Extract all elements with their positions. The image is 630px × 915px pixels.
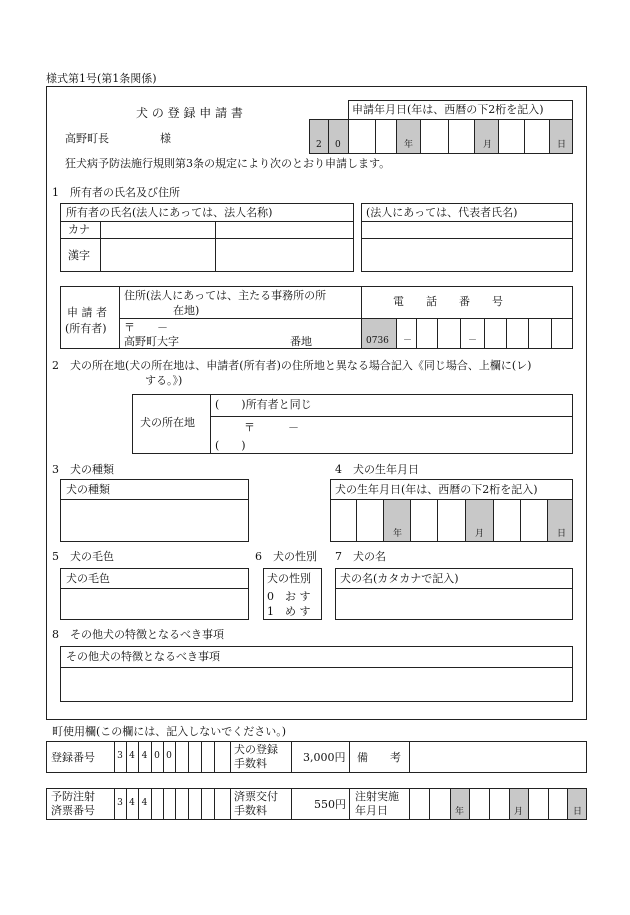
- owner-kanji-field-2[interactable]: [216, 239, 353, 271]
- features-field[interactable]: [61, 668, 572, 701]
- area-code: 0736: [366, 336, 389, 346]
- dog-name-field[interactable]: [336, 589, 572, 619]
- birthdate-label: 犬の生年月日(年は、西暦の下2桁を記入): [335, 483, 538, 496]
- reg-digit: 4: [129, 751, 135, 761]
- section8-heading: 8 その他犬の特徴となるべき事項: [52, 628, 224, 641]
- banchi-label: 番地: [290, 335, 312, 348]
- address-label: 住所(法人にあっては、主たる事務所の所: [124, 289, 327, 302]
- office-use-heading: 町使用欄(この欄には、記入しないでください。): [52, 725, 287, 738]
- owner-kana-field-1[interactable]: [101, 222, 214, 238]
- app-year-label: 年: [404, 140, 414, 150]
- phone-dash-1: －: [403, 336, 413, 346]
- year-prefix-2: 2: [316, 140, 322, 150]
- owner-kanji-field-1[interactable]: [101, 239, 214, 271]
- reg-digit: 4: [141, 751, 148, 761]
- vacc-tag-label: 予防注射: [51, 790, 95, 803]
- remarks-label: 備 考: [357, 751, 401, 764]
- phone-dash-2: －: [468, 336, 478, 346]
- sex-male-option[interactable]: 0 お す: [267, 590, 311, 603]
- reg-digit: 0: [166, 751, 172, 761]
- form-number: 様式第1号(第1条関係): [46, 72, 157, 85]
- dog-breed-field[interactable]: [61, 500, 248, 541]
- dog-name-label: 犬の名(カタカナで記入): [340, 572, 459, 585]
- owner-label: (所有者): [65, 322, 107, 335]
- inj-year-label: 年: [455, 807, 465, 817]
- birth-year-label: 年: [393, 529, 403, 539]
- app-month-label: 月: [483, 140, 493, 150]
- dog-color-label: 犬の毛色: [66, 572, 110, 585]
- owner-name-label: 所有者の氏名(法人にあっては、法人名称): [66, 206, 273, 219]
- reg-fee-amount: 3,000円: [303, 751, 346, 764]
- section5-heading: 5 犬の毛色: [52, 550, 114, 563]
- location-postal-field[interactable]: 〒 －: [244, 421, 299, 434]
- birth-day-label: 日: [557, 529, 567, 539]
- tag-fee-amount: 550円: [314, 798, 346, 811]
- sex-female-option[interactable]: 1 め す: [267, 605, 311, 618]
- reg-number-label: 登録番号: [51, 751, 95, 764]
- dog-location-label: 犬の所在地: [140, 416, 195, 429]
- dog-sex-label: 犬の性別: [267, 572, 311, 585]
- app-day-label: 日: [557, 140, 567, 150]
- addressee-honorific: 様: [160, 132, 171, 145]
- same-as-owner-check[interactable]: ( )所有者と同じ: [215, 398, 312, 411]
- section7-heading: 7 犬の名: [335, 550, 386, 563]
- dog-color-field[interactable]: [61, 589, 248, 619]
- phone-number-field[interactable]: [397, 319, 572, 348]
- kana-label: カナ: [68, 223, 90, 236]
- reg-digit: 0: [154, 751, 160, 761]
- owner-kana-field-2[interactable]: [216, 222, 353, 238]
- vacc-digit: 3: [117, 798, 123, 808]
- location-blank: ( ): [215, 439, 246, 452]
- reg-fee-label: 犬の登録: [234, 743, 278, 756]
- representative-label: (法人にあっては、代表者氏名): [366, 206, 518, 219]
- reg-digit: 3: [117, 751, 123, 761]
- dog-breed-label: 犬の種類: [66, 483, 110, 496]
- inj-day-label: 日: [573, 807, 583, 817]
- injection-date-label-2: 年月日: [355, 804, 388, 817]
- reg-fee-label-2: 手数料: [234, 757, 267, 770]
- section3-heading: 3 犬の種類: [52, 463, 114, 476]
- inj-month-label: 月: [514, 807, 524, 817]
- section2-heading: 2 犬の所在地(犬の所在地は、申請者(所有者)の住所地と異なる場合記入《同じ場合、上欄に(レ): [52, 359, 532, 372]
- features-label: その他犬の特徴となるべき事項: [66, 650, 220, 663]
- birth-month-label: 月: [475, 529, 485, 539]
- section4-heading: 4 犬の生年月日: [335, 463, 419, 476]
- addressee: 高野町長: [65, 132, 109, 145]
- town-label: 高野町大字: [124, 335, 179, 348]
- statement: 狂犬病予防法施行規則第3条の規定により次のとおり申請します。: [65, 157, 391, 170]
- vacc-digit: 4: [141, 798, 148, 808]
- section1-heading: 1 所有者の氏名及び住所: [52, 186, 180, 199]
- vacc-tag-label-2: 済票番号: [51, 804, 95, 817]
- phone-label: 電 話 番 号: [393, 295, 503, 308]
- section6-heading: 6 犬の性別: [255, 550, 317, 563]
- year-prefix-0: 0: [335, 140, 341, 150]
- applicant-label: 申 請 者: [67, 306, 107, 319]
- tag-fee-label: 済票交付: [234, 790, 278, 803]
- postal-code-field[interactable]: 〒 －: [124, 321, 168, 334]
- section2-heading-2: する。》): [145, 374, 183, 387]
- injection-date-label: 注射実施: [355, 790, 399, 803]
- tag-fee-label-2: 手数料: [234, 804, 267, 817]
- representative-field[interactable]: [362, 222, 572, 271]
- form-title: 犬 の 登 録 申 請 書: [136, 106, 243, 120]
- address-label-2: 在地): [173, 304, 200, 317]
- kanji-label: 漢字: [68, 249, 90, 262]
- application-date-label: 申請年月日(年は、西暦の下2桁を記入): [352, 103, 544, 116]
- vacc-digit: 4: [129, 798, 135, 808]
